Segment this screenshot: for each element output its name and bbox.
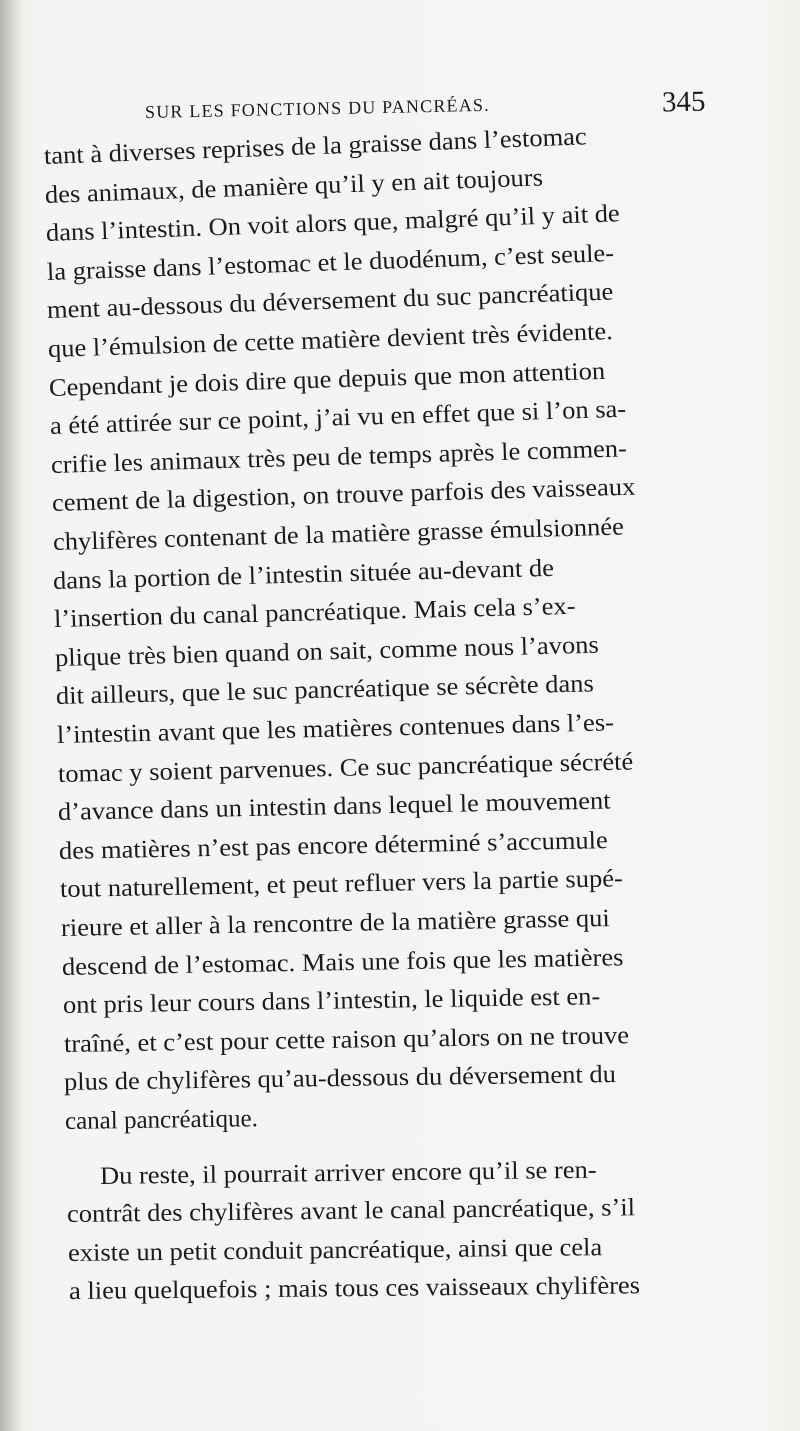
- page-number: 345: [661, 85, 706, 119]
- text-line: d’avance dans un intestin dans lequel le mouvement: [57, 787, 611, 826]
- text-line: dans l’intestin. On voit alors que, malgré qu’il y ait de: [45, 200, 621, 247]
- binding-shadow: [0, 0, 22, 1431]
- page-header: [144, 85, 706, 132]
- running-title: SUR LES FONCTIONS DU PANCRÉAS.: [144, 94, 491, 122]
- text-line: tomac y soient parvenues. Ce suc pancréatique sécrété: [57, 748, 634, 788]
- text-line: chylifères contenant de la matière grasse émulsionnée: [52, 513, 625, 556]
- text-line: ment au-dessous du déversement du suc pancréatique: [46, 278, 614, 324]
- text-line: des animaux, de manière qu’il y en ait toujours: [44, 164, 544, 209]
- text-line: dit ailleurs, que le suc pancréatique se sécrète dans: [55, 670, 595, 710]
- text-line: Cependant je dois dire que depuis que mon attention: [48, 357, 606, 402]
- text-line: traîné, et c’est pour cette raison qu’alors on ne trouve: [63, 1022, 630, 1058]
- text-line: descend de l’estomac. Mais une fois que les matières: [61, 944, 624, 981]
- text-line: que l’émulsion de cette matière devient très évidente.: [47, 318, 614, 363]
- text-line: des matières n’est pas encore déterminé s’accumule: [58, 827, 609, 865]
- text-line: Du reste, il pourrait arriver encore qu’il se ren-: [99, 1156, 597, 1190]
- text-line: cement de la digestion, on trouve parfois des vaisseaux: [51, 473, 636, 517]
- text-line: a lieu quelquefois ; mais tous ces vaisseaux chylifères: [68, 1272, 641, 1305]
- text-line: existe un petit conduit pancréatique, ainsi que cela: [67, 1234, 603, 1267]
- text-line: a été attirée sur ce point, j’ai vu en effet que si l’on sa-: [49, 395, 627, 440]
- text-line: rieure et aller à la rencontre de la matière grasse qui: [60, 905, 611, 942]
- text-line: l’intestin avant que les matières contenues dans l’es-: [56, 709, 615, 749]
- text-line: ont pris leur cours dans l’intestin, le liquide est en-: [62, 983, 601, 1019]
- text-line: tant à diverses reprises de la graisse dans l’estomac: [43, 123, 588, 170]
- text-line: plique très bien quand on sait, comme nous l’avons: [54, 631, 600, 672]
- text-line: dans la portion de l’intestin située au-devant de: [52, 554, 555, 595]
- text-line: contrât des chylifères avant le canal pancréatique, s’il: [66, 1194, 636, 1228]
- text-line: tout naturellement, et peut refluer vers la partie supé-: [59, 865, 624, 903]
- text-line: la graisse dans l’estomac et le duodénum, c’est seule-: [46, 239, 615, 286]
- text-line: plus de chylifères qu’au-dessous du déversement du: [63, 1061, 617, 1096]
- text-line: canal pancréatique.: [64, 1105, 259, 1135]
- text-line: l’insertion du canal pancréatique. Mais cela s’ex-: [53, 592, 576, 633]
- text-line: crifie les animaux très peu de temps après le commen-: [50, 435, 628, 479]
